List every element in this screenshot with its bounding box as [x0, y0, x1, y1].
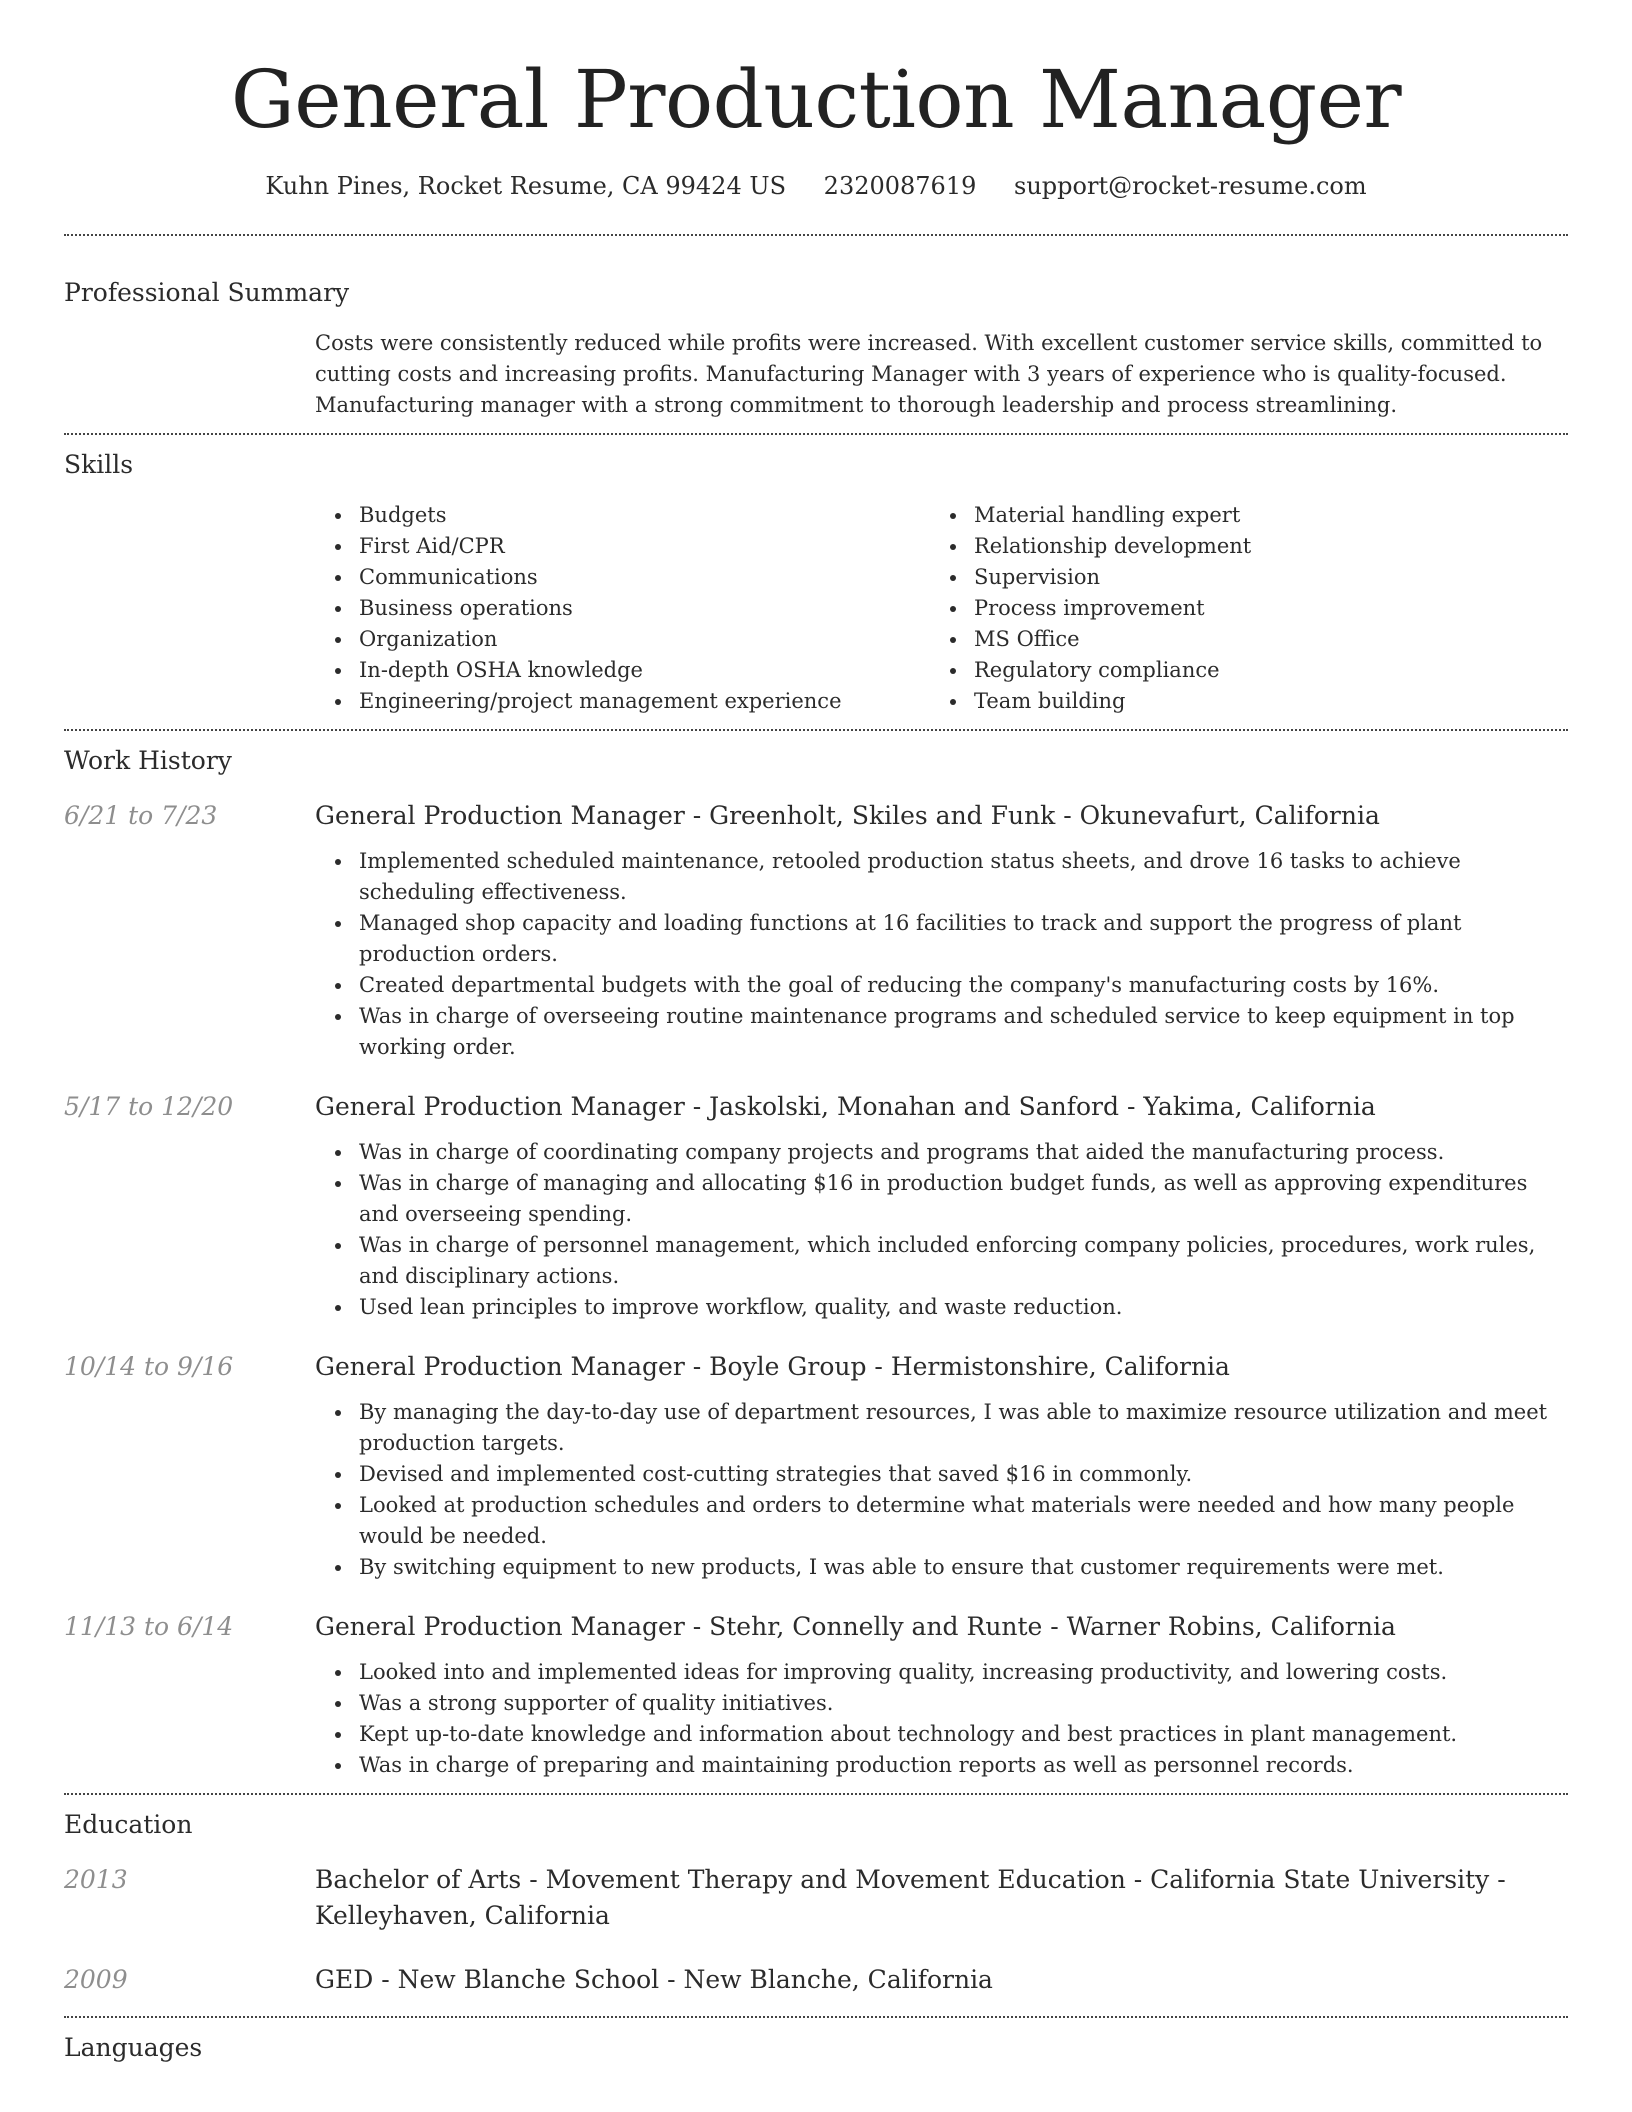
job-bullet: Created departmental budgets with the goal of reducing the company's manufacturing costs by 16%. — [359, 970, 1568, 1001]
job-bullet: Devised and implemented cost-cutting strategies that saved $16 in commonly. — [359, 1459, 1568, 1490]
skill-item: MS Office — [974, 624, 1545, 655]
job-title: General Production Manager - Greenholt, Skiles and Funk - Okunevafurt, California — [315, 801, 1380, 830]
summary-text: Costs were consistently reduced while profits were increased. With excellent customer service skills, committed to cutting costs and increasing profits. Manufacturing Manager with 3 years of experience who is quality-focused. Manufacturing manager with a strong commitment to thorough leadership and process streamlining. — [315, 331, 1543, 417]
skill-item: Material handling expert — [974, 500, 1545, 531]
job-dates: 11/13 to 6/14 — [64, 1612, 234, 1641]
skill-item: Regulatory compliance — [974, 655, 1545, 686]
job-bullet: Was in charge of managing and allocating $16 in production budget funds, as well as approving expenditures and overseeing spending. — [359, 1168, 1568, 1230]
skill-item: Process improvement — [974, 593, 1545, 624]
education-title: GED - New Blanche School - New Blanche, California — [315, 1965, 993, 1994]
skills-grid — [315, 482, 1568, 729]
job-title: General Production Manager - Boyle Group - Hermistonshire, California — [315, 1352, 1230, 1381]
job-dates: 5/17 to 12/20 — [64, 1092, 234, 1121]
summary-heading: Professional Summary — [64, 278, 350, 307]
skills-heading: Skills — [64, 450, 134, 479]
job-bullets — [315, 846, 1568, 1063]
skills-list-right — [930, 500, 1545, 717]
job-bullet: Managed shop capacity and loading functions at 16 facilities to track and support the progress of plant production orders. — [359, 908, 1568, 970]
job-bullet: By switching equipment to new products, I was able to ensure that customer requirements were met. — [359, 1552, 1568, 1583]
contact-phone: 2320087619 — [823, 172, 977, 200]
job-entry — [64, 778, 1568, 1063]
education-year: 2009 — [64, 1965, 128, 1994]
education-list — [64, 1842, 1568, 2016]
job-bullets — [315, 1657, 1568, 1781]
education-heading: Education — [64, 1810, 193, 1839]
skill-item: Relationship development — [974, 531, 1545, 562]
job-bullet: Was in charge of coordinating company projects and programs that aided the manufacturing process. — [359, 1137, 1568, 1168]
job-dates: 10/14 to 9/16 — [64, 1352, 234, 1381]
skill-item: First Aid/CPR — [359, 531, 930, 562]
education-section — [64, 1795, 1568, 2016]
skills-list-left — [315, 500, 930, 717]
job-title: General Production Manager - Jaskolski, Monahan and Sanford - Yakima, California — [315, 1092, 1376, 1121]
skill-item: Business operations — [359, 593, 930, 624]
job-bullet: Used lean principles to improve workflow, quality, and waste reduction. — [359, 1292, 1568, 1323]
work-history-heading: Work History — [64, 746, 232, 775]
job-entry — [64, 1323, 1568, 1583]
skill-item: In-depth OSHA knowledge — [359, 655, 930, 686]
job-bullet: Was a strong supporter of quality initiatives. — [359, 1688, 1568, 1719]
skill-item: Engineering/project management experience — [359, 686, 930, 717]
skills-section — [64, 435, 1568, 729]
work-history-section — [64, 731, 1568, 1793]
job-details — [315, 1609, 1568, 1781]
summary-section — [64, 236, 1568, 433]
skill-item: Communications — [359, 562, 930, 593]
job-bullet: Was in charge of overseeing routine maintenance programs and scheduled service to keep equipment in top working order. — [359, 1001, 1568, 1063]
job-bullet: Was in charge of preparing and maintaining production reports as well as personnel records. — [359, 1750, 1568, 1781]
education-details — [315, 1962, 1568, 1998]
job-bullet: By managing the day-to-day use of department resources, I was able to maximize resource utilization and meet production targets. — [359, 1397, 1568, 1459]
education-entry — [64, 1934, 1568, 1998]
job-details — [315, 1089, 1568, 1323]
skills-column-left — [315, 500, 930, 717]
job-bullet: Was in charge of personnel management, which included enforcing company policies, procedures, work rules, and disciplinary actions. — [359, 1230, 1568, 1292]
job-title: General Production Manager - Stehr, Connelly and Runte - Warner Robins, California — [315, 1612, 1396, 1641]
job-bullet: Looked into and implemented ideas for improving quality, increasing productivity, and lowering costs. — [359, 1657, 1568, 1688]
job-bullet: Looked at production schedules and orders to determine what materials were needed and how many people would be needed. — [359, 1490, 1568, 1552]
skill-item: Budgets — [359, 500, 930, 531]
job-bullets — [315, 1397, 1568, 1583]
contact-address: Kuhn Pines, Rocket Resume, CA 99424 US — [265, 172, 787, 200]
education-title: Bachelor of Arts - Movement Therapy and Movement Education - California State University - Kelleyhaven, California — [315, 1865, 1506, 1930]
work-history-list — [64, 778, 1568, 1793]
candidate-name: General Production Manager — [230, 53, 1402, 146]
job-details — [315, 798, 1568, 1063]
education-entry — [64, 1842, 1568, 1934]
skills-column-right — [930, 500, 1545, 717]
skill-item: Team building — [974, 686, 1545, 717]
job-dates: 6/21 to 7/23 — [64, 801, 218, 830]
skill-item: Organization — [359, 624, 930, 655]
languages-section — [64, 2018, 1568, 2065]
contact-email: support@rocket-resume.com — [1014, 172, 1367, 200]
job-bullets — [315, 1137, 1568, 1323]
contact-line — [64, 170, 1568, 202]
job-entry — [64, 1063, 1568, 1323]
skill-item: Supervision — [974, 562, 1545, 593]
education-details — [315, 1862, 1568, 1934]
job-details — [315, 1349, 1568, 1583]
job-bullet: Kept up-to-date knowledge and information about technology and best practices in plant management. — [359, 1719, 1568, 1750]
languages-heading: Languages — [64, 2033, 203, 2062]
job-bullet: Implemented scheduled maintenance, retooled production status sheets, and drove 16 tasks to achieve scheduling effectiveness. — [359, 846, 1568, 908]
education-year: 2013 — [64, 1865, 128, 1894]
job-entry — [64, 1583, 1568, 1781]
